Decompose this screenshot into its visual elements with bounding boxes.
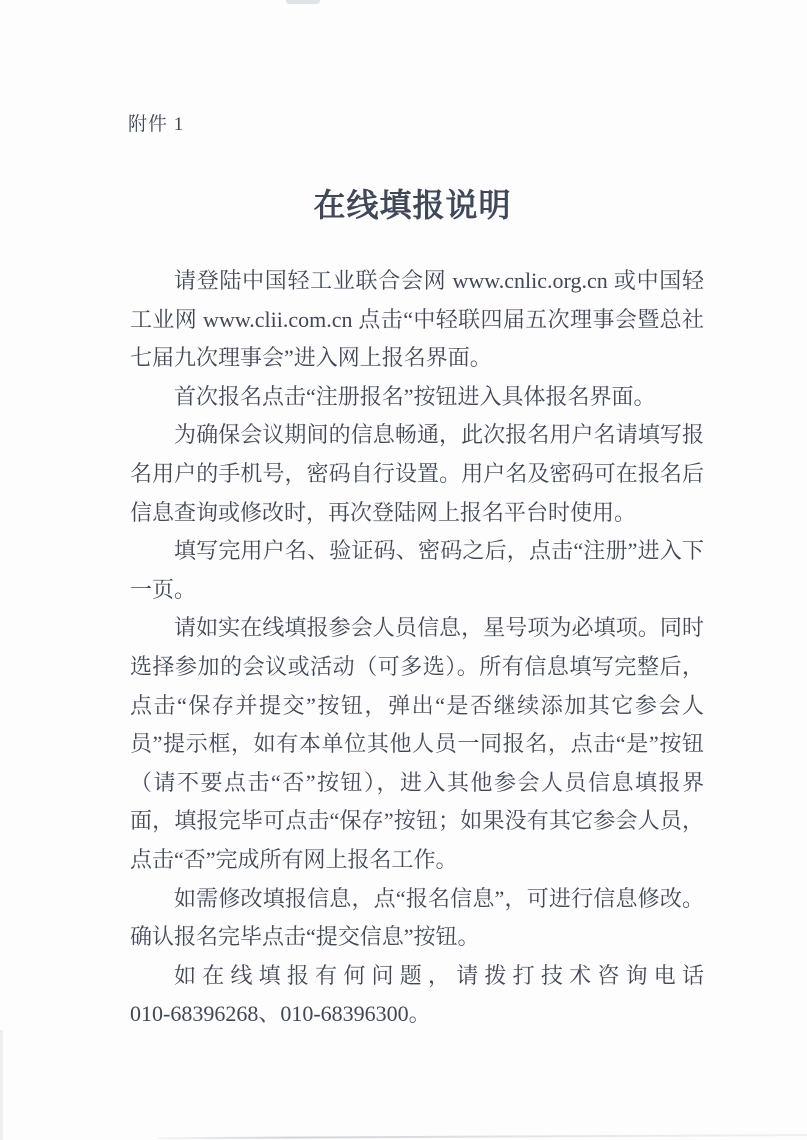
scan-line-bottom xyxy=(158,1134,807,1139)
attachment-label: 附件 1 xyxy=(128,114,185,135)
paragraph-first-registration: 首次报名点击“注册报名”按钮进入具体报名界面。 xyxy=(174,383,656,409)
scan-edge-left xyxy=(0,1030,3,1140)
scan-smudge-top xyxy=(286,0,320,4)
paragraph-register-next-page: 填写完用户名、验证码、密码之后，点击“注册”进入下一页。 xyxy=(130,538,704,602)
document-title: 在线填报说明 xyxy=(313,187,512,223)
phone-numbers: 010-68396268、010-68396300。 xyxy=(130,1001,431,1027)
paragraph-tech-support xyxy=(130,957,704,1034)
document-body xyxy=(130,262,704,1034)
paragraph-login-instructions: 请登陆中国轻工业联合会网 www.cnlic.org.cn 或中国轻工业网 www.clii.com.cn 点击“中轻联四届五次理事会暨总社七届九次理事会”进入网上报名界面。 xyxy=(130,268,704,371)
paragraph-modify-info: 如需修改填报信息，点“报名信息”，可进行信息修改。确认报名完毕点击“提交信息”按钮。 xyxy=(130,885,704,950)
tech-support-text: 如在线填报有何问题，请拨打技术咨询电话 xyxy=(174,962,704,988)
paragraph-username-password: 为确保会议期间的信息畅通，此次报名用户名请填写报名用户的手机号，密码自行设置。用户名及密码可在报名后信息查询或修改时，再次登陆网上报名平台时使用。 xyxy=(130,422,704,525)
paragraph-fill-info: 请如实在线填报参会人员信息，星号项为必填项。同时选择参加的会议或活动（可多选）。所有信息填写完整后，点击“保存并提交”按钮，弹出“是否继续添加其它参会人员”提示框，如有本单位其他人员一同报名，点击“是”按钮（请不要点击“否”按钮），进入其他参会人员信息填报界面，填报完毕可点击“保存”按钮；如果没有其它参会人员，点击“否”完成所有网上报名工作。 xyxy=(130,615,704,872)
